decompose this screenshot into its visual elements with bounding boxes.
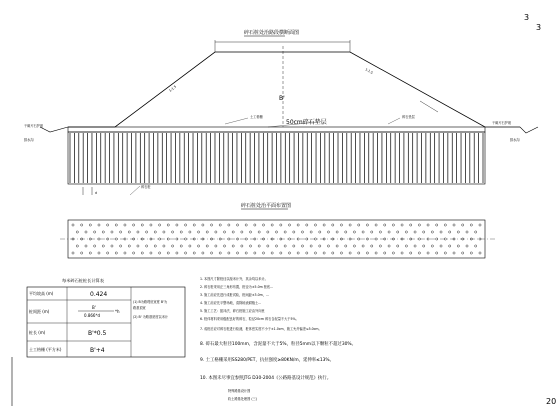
page-number-bottom: 20 <box>546 397 557 406</box>
design-notes <box>200 276 356 401</box>
plan-pile-dot <box>362 245 364 247</box>
plan-pile-dot <box>405 231 407 233</box>
plan-pile-dot <box>449 231 451 233</box>
left-ditch-label: 干砌片石护坡 <box>24 124 44 128</box>
plan-pile-dot <box>189 231 191 233</box>
row-4-value: B'+4 <box>90 347 105 354</box>
sign-line-2: 软土路基处理图 (三) <box>228 397 257 401</box>
plan-pile-dot <box>314 252 316 254</box>
cross-section <box>24 29 538 195</box>
right-edge-label: 排水沟 <box>510 138 520 142</box>
plan-pile-dot <box>124 252 126 254</box>
left-edge-label: 排水沟 <box>24 138 34 142</box>
plan-pile-dot <box>215 245 217 247</box>
plan-pile-dot <box>133 224 135 226</box>
plan-pile-dot <box>245 224 247 226</box>
note-5: 5. 施工工艺：振冲法，碎石桩施工应由外向里 <box>200 309 265 313</box>
plan-pile-dot <box>72 252 74 254</box>
plan-pile-dot <box>375 252 377 254</box>
plan-pile-dot <box>85 245 87 247</box>
plan-pile-dot <box>310 245 312 247</box>
plan-pile-dot <box>275 231 277 233</box>
plan-pile-dot <box>267 245 269 247</box>
plan-pile-dot <box>141 224 143 226</box>
embankment-outline <box>68 52 520 127</box>
plan-pile-dot <box>475 231 477 233</box>
plan-pile-dot <box>228 252 230 254</box>
plan-pile-dot <box>358 252 360 254</box>
plan-pile-dot <box>449 245 451 247</box>
plan-pile-dot <box>241 231 243 233</box>
cushion-label: 碎石垫层 <box>402 115 415 119</box>
note-8: 8. 碎石最大粒径100mm，含泥量不大于5%，粒径5mm以下颗粒不超过30%。 <box>200 342 356 347</box>
plan-pile-dot <box>249 231 251 233</box>
plan-pile-dot <box>470 252 472 254</box>
plan-pile-dot <box>102 231 104 233</box>
sign-line-1: 特殊路基设计图 <box>228 389 251 393</box>
right-ditch-label: 干砌片石护坡 <box>492 121 512 125</box>
plan-pile-dot <box>262 224 264 226</box>
note-col-2: 路基顶宽 <box>133 306 146 310</box>
plan-pile-dot <box>262 252 264 254</box>
row-1-label: 平均坡高 (m) <box>29 291 54 296</box>
plan-pile-dot <box>319 245 321 247</box>
geogrid-leader <box>225 118 248 124</box>
plan-pile-dot <box>301 245 303 247</box>
plan-pile-dot <box>375 224 377 226</box>
plan-pile-dot <box>436 224 438 226</box>
plan-pile-dot <box>293 231 295 233</box>
plan-pile-dot <box>405 245 407 247</box>
plan-pile-dot <box>388 231 390 233</box>
width-label: B' <box>279 95 285 102</box>
plan-pile-dot <box>336 231 338 233</box>
pile-label: 碎石桩 <box>141 185 151 189</box>
plan-pile-dot <box>81 252 83 254</box>
plan-pile-dot <box>150 224 152 226</box>
plan-pile-dot <box>301 231 303 233</box>
plan-pile-dot <box>133 252 135 254</box>
plan-pile-dot <box>158 252 160 254</box>
gravel-cushion <box>68 127 485 132</box>
note-9: 9. 土工格栅采用SS280/PET，抗拉强度≥80KN/m，延伸率≤13%。 <box>200 358 334 363</box>
plan-pile-dot <box>462 224 464 226</box>
plan-pile-dot <box>193 224 195 226</box>
row-3-value: B'*0.5 <box>88 330 107 337</box>
note-1: 1. 本图尺寸除桩径以厘米计外，其余均以米计。 <box>200 277 268 281</box>
plan-pile-dot <box>427 252 429 254</box>
note-3: 3. 施工前应先进行成桩试验，桩间距±3.0m，... <box>200 293 269 297</box>
plan-pile-dot <box>358 224 360 226</box>
plan-pile-dot <box>453 252 455 254</box>
plan-pile-dot <box>362 231 364 233</box>
plan-pile-dot <box>479 252 481 254</box>
plan-pile-dot <box>371 231 373 233</box>
plan-pile-dot <box>444 224 446 226</box>
note-col-3: (2) B' 为路基宽度以米计 <box>133 315 169 319</box>
plan-pile-dot <box>332 224 334 226</box>
plan-pile-dot <box>107 224 109 226</box>
plan-pile-dot <box>215 231 217 233</box>
plan-pile-dot <box>379 245 381 247</box>
plan-pile-dot <box>423 245 425 247</box>
slope-right-label: 1:1.5 <box>364 67 374 75</box>
plan-pile-dot <box>245 238 247 240</box>
plan-pile-dot <box>288 224 290 226</box>
plan-pile-dot <box>470 224 472 226</box>
plan-pile-dot <box>94 245 96 247</box>
plan-pile-dot <box>345 231 347 233</box>
plan-pile-dot <box>414 231 416 233</box>
plan-pile-dot <box>184 224 186 226</box>
slope-left-label: 1:1.5 <box>168 84 178 93</box>
plan-pile-dot <box>171 231 173 233</box>
plan-pile-dot <box>154 245 156 247</box>
plan-pile-dot <box>210 252 212 254</box>
plan-pile-dot <box>154 231 156 233</box>
row-2-numerator: B' <box>92 305 96 310</box>
plan-pile-dot <box>275 245 277 247</box>
plan-pile-dot <box>271 224 273 226</box>
plan-pile-dot <box>431 245 433 247</box>
plan-pile-dot <box>401 224 403 226</box>
plan-pile-dot <box>137 245 139 247</box>
plan-pile-dot <box>310 231 312 233</box>
plan-pile-dot <box>371 245 373 247</box>
slope-tick <box>420 101 438 112</box>
plan-pile-dot <box>336 245 338 247</box>
plan-pile-dot <box>137 231 139 233</box>
plan-pile-dot <box>423 231 425 233</box>
plan-pile-dot <box>219 224 221 226</box>
plan-pile-dot <box>98 224 100 226</box>
plan-pile-dot <box>392 252 394 254</box>
plan-pile-dot <box>94 231 96 233</box>
plan-pile-dot <box>176 252 178 254</box>
plan-pile-dot <box>284 245 286 247</box>
plan-pile-dot <box>280 252 282 254</box>
plan-pile-dot <box>466 231 468 233</box>
plan-pile-dot <box>475 245 477 247</box>
plan-pile-dot <box>397 245 399 247</box>
gravel-piles <box>70 133 483 183</box>
plan-pile-dot <box>120 231 122 233</box>
plan-pile-dot <box>457 245 459 247</box>
plan-pile-dot <box>85 231 87 233</box>
plan-pile-dot <box>440 245 442 247</box>
plan-pile-dot <box>418 224 420 226</box>
note-6: 6. 桩体材料采用级配良好的碎石，粒径20cm 碎石含泥量不大于5%。 <box>200 317 299 321</box>
plan-pile-dot <box>232 245 234 247</box>
plan-pile-dot <box>163 245 165 247</box>
plan-pile-dot <box>314 224 316 226</box>
plan-pile-dot <box>111 231 113 233</box>
plan-pile-dot <box>81 224 83 226</box>
plan-pile-dot <box>167 252 169 254</box>
plan-pile-dot <box>223 231 225 233</box>
plan-pile-dot <box>384 224 386 226</box>
plan-pile-dot <box>76 245 78 247</box>
plan-pile-dot <box>180 245 182 247</box>
plan-pile-dot <box>184 252 186 254</box>
plan-pile-dot <box>375 238 377 240</box>
plan-pile-dot <box>327 231 329 233</box>
plan-pile-dot <box>366 224 368 226</box>
plan-pile-dot <box>115 224 117 226</box>
right-ditch <box>520 127 538 133</box>
quantity-table <box>27 277 185 357</box>
plan-pile-dot <box>466 245 468 247</box>
plan-pile-dot <box>462 252 464 254</box>
plan-pile-dot <box>323 224 325 226</box>
plan-pile-dot <box>254 224 256 226</box>
plan-pile-dot <box>180 231 182 233</box>
plan-pile-dot <box>115 252 117 254</box>
plan-pile-dot <box>206 231 208 233</box>
left-ditch <box>40 127 68 132</box>
plan-pile-dot <box>107 252 109 254</box>
plan-pile-dot <box>128 245 130 247</box>
plan-pile-dot <box>128 231 130 233</box>
plan-pile-dot <box>236 252 238 254</box>
plan-pile-dot <box>120 245 122 247</box>
plan-pile-dot <box>89 252 91 254</box>
plan-pile-dot <box>366 252 368 254</box>
plan-pile-dot <box>223 245 225 247</box>
spacing-label: d <box>95 191 98 195</box>
plan-pile-dot <box>349 252 351 254</box>
plan-pile-dot <box>202 224 204 226</box>
plan-pile-dot <box>167 224 169 226</box>
plan-pile-dot <box>98 252 100 254</box>
plan-pile-dot <box>258 231 260 233</box>
plan-pile-dot <box>392 224 394 226</box>
plan-pile-dot <box>401 252 403 254</box>
plan-pile-dot <box>193 252 195 254</box>
plan-pile-dot <box>228 224 230 226</box>
plan-pile-dot <box>340 224 342 226</box>
note-col-1: (1) B为路堤底宽度 B'为 <box>133 300 168 304</box>
plan-pile-dot <box>202 252 204 254</box>
plan-pile-dot <box>171 245 173 247</box>
cushion-leader <box>388 118 400 124</box>
plan-pile-dot <box>206 245 208 247</box>
plan-pile-dot <box>414 245 416 247</box>
plan-pile-dot <box>124 224 126 226</box>
mat-label: 50cm碎石垫层 <box>286 119 327 126</box>
plan-pile-dot <box>431 231 433 233</box>
plan-pile-dot <box>197 231 199 233</box>
plan-view-title: 碎石桩处治平面布置图 <box>241 203 292 209</box>
plan-pile-dot <box>163 231 165 233</box>
plan-pile-dot <box>323 252 325 254</box>
plan-pile-dot <box>102 245 104 247</box>
plan-view <box>60 202 495 258</box>
plan-pile-dot <box>440 231 442 233</box>
note-4: 4. 施工前应先平整场地，清除地表耕植土... <box>200 301 262 305</box>
plan-pile-dot <box>98 238 100 240</box>
plan-pile-dot <box>249 245 251 247</box>
plan-pile-dot <box>245 252 247 254</box>
plan-pile-dot <box>319 231 321 233</box>
plan-pile-dot <box>89 224 91 226</box>
plan-pile-dot <box>258 245 260 247</box>
plan-pile-dot <box>353 245 355 247</box>
plan-pile-dot <box>388 245 390 247</box>
note-10: 10. 本图未尽事宜参照JTG D30-2004《公路路基设计规范》执行。 <box>200 376 332 381</box>
pile-leader <box>130 186 140 195</box>
page-total-top: 3 <box>536 23 542 32</box>
plan-pile-dot <box>444 252 446 254</box>
plan-pile-dot <box>280 224 282 226</box>
page-number-top: 3 <box>524 13 530 22</box>
plan-pile-dot <box>210 224 212 226</box>
cross-section-title: 碎石桩处治路段横断面图 <box>244 30 300 36</box>
plan-pile-dot <box>141 252 143 254</box>
plan-pile-dot <box>219 252 221 254</box>
table-title: 每米碎石桩桩长计算表 <box>62 278 104 283</box>
plan-pile-dot <box>150 252 152 254</box>
plan-pile-dot <box>176 224 178 226</box>
plan-pile-dot <box>384 252 386 254</box>
plan-pile-dot <box>379 231 381 233</box>
plan-pile-dot <box>288 252 290 254</box>
plan-pile-dot <box>479 224 481 226</box>
plan-pile-dot <box>457 231 459 233</box>
geogrid-label: 土工格栅 <box>250 115 263 119</box>
plan-pile-dot <box>340 252 342 254</box>
row-2-label: 桩间距 (m) <box>29 309 50 314</box>
plan-pile-dot <box>293 245 295 247</box>
plan-pile-dot <box>72 224 74 226</box>
plan-pile-dot <box>332 252 334 254</box>
row-3-label: 桩长 (m) <box>29 330 46 335</box>
plan-pile-dot <box>228 238 230 240</box>
plan-pile-dot <box>349 224 351 226</box>
plan-pile-dot <box>306 252 308 254</box>
plan-pile-dot <box>397 231 399 233</box>
plan-pile-dot <box>418 252 420 254</box>
plan-pile-dot <box>197 245 199 247</box>
plan-pile-dot <box>76 231 78 233</box>
plan-pile-dot <box>271 252 273 254</box>
plan-pile-dot <box>232 231 234 233</box>
plan-pile-dot <box>189 245 191 247</box>
plan-pile-dot <box>241 245 243 247</box>
row-2-denominator: 0.866*d <box>84 313 100 318</box>
plan-pile-dot <box>345 245 347 247</box>
plan-pile-dot <box>284 231 286 233</box>
plan-pile-dot <box>146 245 148 247</box>
note-7: 7. 成桩后应对碎石桩进行检测，桩体密实度不小于±1.0cm，施工允许偏差≤5.0cm。 <box>200 327 322 331</box>
plan-pile-dot <box>353 231 355 233</box>
plan-pile-dot <box>236 224 238 226</box>
plan-pile-dot <box>297 224 299 226</box>
plan-pile-dot <box>254 252 256 254</box>
row-4-label: 土工格栅 (平方米) <box>29 347 62 352</box>
row-2-suffix: *h <box>115 309 120 314</box>
plan-pile-dot <box>158 224 160 226</box>
plan-pile-dot <box>267 231 269 233</box>
plan-pile-dot <box>410 252 412 254</box>
row-1-value: 0.424 <box>90 291 108 298</box>
plan-pile-dot <box>297 252 299 254</box>
plan-pile-dot <box>111 245 113 247</box>
plan-pile-dot <box>436 252 438 254</box>
plan-pile-dot <box>306 224 308 226</box>
plan-pile-dot <box>427 224 429 226</box>
plan-pile-dot <box>410 224 412 226</box>
plan-pile-dot <box>146 231 148 233</box>
note-2: 2. 碎石桩采用正三角形布置，桩径为±5.0m 桩底... <box>200 285 274 289</box>
plan-pile-dot <box>453 224 455 226</box>
plan-pile-dot <box>327 245 329 247</box>
